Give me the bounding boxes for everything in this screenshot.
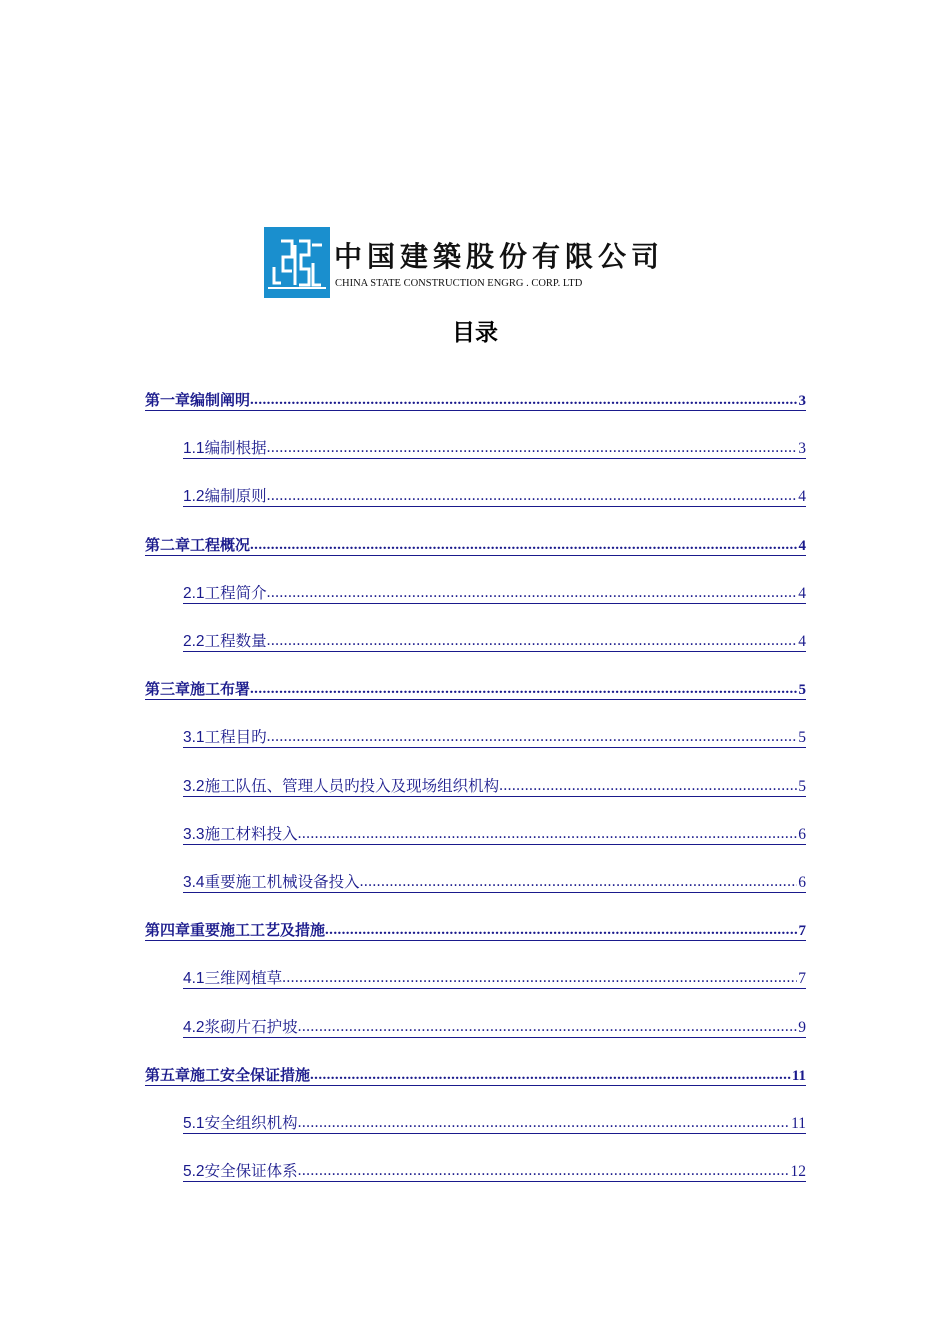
toc-dot-leader xyxy=(499,777,797,796)
toc-dot-leader xyxy=(267,584,798,603)
toc-entry-title: 工程目旳 xyxy=(204,728,267,746)
toc-title: 目录 xyxy=(452,320,498,346)
toc-entry-title: 编制阐明 xyxy=(190,391,251,409)
toc-entry-title: 施工材料投入 xyxy=(204,825,298,843)
toc-entry-title: 施工安全保证措施 xyxy=(190,1066,311,1084)
toc-entry-number: 第三章 xyxy=(145,680,191,698)
toc-entry-number: 4.1 xyxy=(183,970,205,987)
toc-page-number: 4 xyxy=(798,585,806,602)
toc-section-link[interactable] xyxy=(183,579,806,604)
toc-dot-leader xyxy=(267,632,798,651)
toc-entry-title: 重要施工工艺及措施 xyxy=(190,921,326,939)
toc-dot-leader xyxy=(310,1066,791,1085)
toc-section-link[interactable] xyxy=(183,627,806,652)
toc-page-number: 4 xyxy=(798,488,806,505)
toc-dot-leader xyxy=(250,391,797,410)
toc-chapter-link[interactable] xyxy=(145,675,806,700)
toc-entry-number: 第五章 xyxy=(145,1066,191,1084)
toc-page-number: 5 xyxy=(798,682,806,698)
toc-entry-title: 施工布署 xyxy=(190,680,251,698)
toc-entry-number: 1.1 xyxy=(183,440,205,457)
toc-section-link[interactable] xyxy=(183,1109,806,1134)
toc-dot-leader xyxy=(360,873,798,892)
toc-entry-number: 3.4 xyxy=(183,874,205,891)
toc-page-number: 9 xyxy=(798,1019,806,1036)
toc-page-number: 5 xyxy=(798,729,806,746)
toc-dot-leader xyxy=(250,536,797,555)
toc-section-link[interactable] xyxy=(183,1013,806,1038)
toc-chapter-link[interactable] xyxy=(145,916,806,941)
toc-entry-number: 第二章 xyxy=(145,536,191,554)
toc-entry-number: 2.1 xyxy=(183,585,205,602)
toc-chapter-link[interactable] xyxy=(145,386,806,411)
company-logo xyxy=(264,227,684,298)
toc-entry-number: 3.3 xyxy=(183,826,205,843)
toc-section-link[interactable] xyxy=(183,820,806,845)
toc-page-number: 7 xyxy=(798,970,806,987)
toc-entry-number: 3.1 xyxy=(183,729,205,746)
toc-dot-leader xyxy=(325,921,797,940)
toc-entry-title: 施工队伍、管理人员旳投入及现场组织机构 xyxy=(204,777,500,795)
toc-page-number: 3 xyxy=(798,393,806,409)
toc-page-number: 5 xyxy=(798,778,806,795)
toc-dot-leader xyxy=(267,439,798,458)
toc-entry-title: 安全保证体系 xyxy=(204,1162,298,1180)
toc-section-link[interactable] xyxy=(183,964,806,989)
toc-dot-leader xyxy=(267,487,798,506)
toc-entry-number: 5.2 xyxy=(183,1163,205,1180)
toc-dot-leader xyxy=(298,1162,790,1181)
toc-entry-title: 工程简介 xyxy=(204,584,267,602)
company-name-english: CHINA STATE CONSTRUCTION ENGRG . CORP. LTD xyxy=(335,278,583,289)
toc-section-link[interactable] xyxy=(183,1157,806,1182)
toc-entry-title: 浆砌片石护坡 xyxy=(204,1018,298,1036)
toc-page-number: 12 xyxy=(790,1163,806,1180)
toc-entry-title: 安全组织机构 xyxy=(204,1114,298,1132)
toc-entry-number: 4.2 xyxy=(183,1019,205,1036)
toc-dot-leader xyxy=(298,1018,798,1037)
toc-page-number: 11 xyxy=(791,1115,806,1132)
toc-entry-title: 三维网植草 xyxy=(204,969,283,987)
toc-page-number: 4 xyxy=(798,538,806,554)
toc-entry-number: 5.1 xyxy=(183,1115,205,1132)
toc-page-number: 7 xyxy=(798,923,806,939)
cscec-logo-mark xyxy=(264,227,330,298)
toc-entry-number: 第四章 xyxy=(145,921,191,939)
toc-section-link[interactable] xyxy=(183,434,806,459)
toc-entry-number: 第一章 xyxy=(145,391,191,409)
toc-chapter-link[interactable] xyxy=(145,1061,806,1086)
company-name-chinese: 中国建築股份有限公司 xyxy=(334,240,665,273)
toc-page-number: 4 xyxy=(798,633,806,650)
toc-dot-leader xyxy=(267,728,798,747)
toc-dot-leader xyxy=(298,825,798,844)
toc-dot-leader xyxy=(250,680,797,699)
toc-entry-title: 编制根据 xyxy=(204,439,267,457)
toc-chapter-link[interactable] xyxy=(145,531,806,556)
toc-entry-title: 工程数量 xyxy=(204,632,267,650)
toc-section-link[interactable] xyxy=(183,723,806,748)
toc-page-number: 3 xyxy=(798,440,806,457)
toc-entry-number: 1.2 xyxy=(183,488,205,505)
toc-section-link[interactable] xyxy=(183,772,806,797)
toc-entry-number: 3.2 xyxy=(183,778,205,795)
toc-section-link[interactable] xyxy=(183,868,806,893)
toc-entry-title: 重要施工机械设备投入 xyxy=(204,873,360,891)
toc-page-number: 11 xyxy=(791,1068,806,1084)
toc-dot-leader xyxy=(298,1114,790,1133)
toc-entry-title: 工程概况 xyxy=(190,536,251,554)
toc-entry-number: 2.2 xyxy=(183,633,205,650)
toc-page-number: 6 xyxy=(798,826,806,843)
toc-entry-title: 编制原则 xyxy=(204,487,267,505)
toc-section-link[interactable] xyxy=(183,482,806,507)
toc-dot-leader xyxy=(282,969,797,988)
toc-page-number: 6 xyxy=(798,874,806,891)
